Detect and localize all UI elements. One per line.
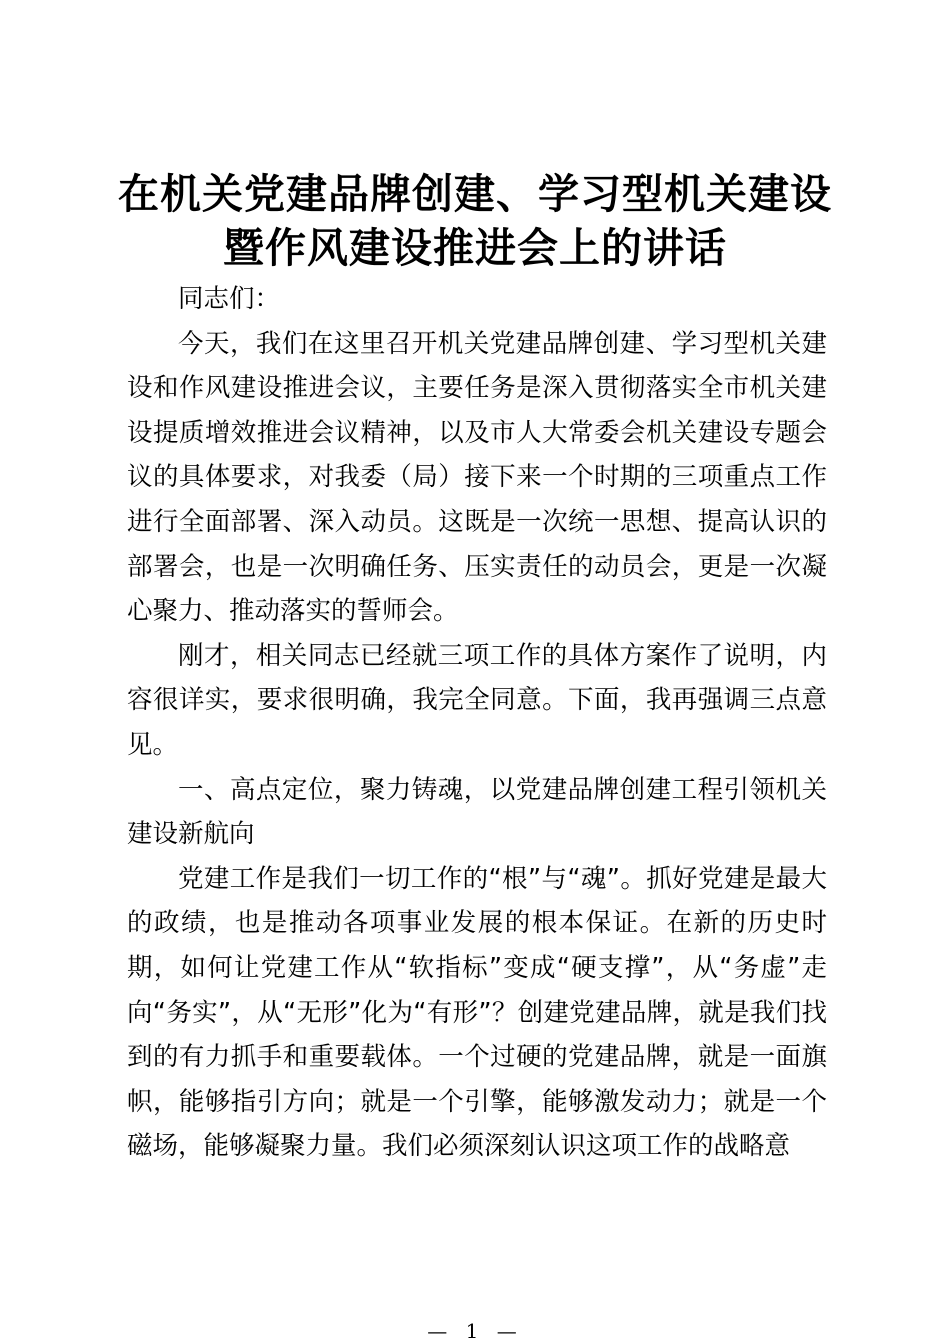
paragraph-party-building: 党建工作是我们一切工作的“根”与“魂”。抓好党建是最大的政绩，也是推动各项事业发展的根本保证。在新的历史时期，如何让党建工作从“软指标”变成“硬支撑”，从“务虚”走向“务实”，从“无形”化为“有形”？创建党建品牌，就是我们找到的有力抓手和重要载体。一个过硬的党建品牌，就是一面旗帜，能够指引方向；就是一个引擎，能够激发动力；就是一个磁场，能够凝聚力量。我们必须深刻认识这项工作的战略意 [127, 863, 827, 1162]
salutation: 同志们： [178, 284, 281, 314]
page-number: — 1 — [427, 1319, 523, 1343]
paragraph-intro: 今天，我们在这里召开机关党建品牌创建、学习型机关建设和作风建设推进会议，主要任务是深入贯彻落实全市机关建设提质增效推进会议精神，以及市人大常委会机关建设专题会议的具体要求，对我委（局）接下来一个时期的三项重点工作进行全面部署、深入动员。这既是一次统一思想、提高认识的部署会，也是一次明确任务、压实责任的动员会，更是一次凝心聚力、推动落实的誓师会。 [127, 328, 827, 627]
document-body [127, 277, 827, 1169]
document-title-line-2: 暨作风建设推进会上的讲话 [223, 224, 727, 272]
paragraph-opinions: 刚才，相关同志已经就三项工作的具体方案作了说明，内容很详实，要求很明确，我完全同意。下面，我再强调三点意见。 [127, 640, 827, 760]
document-title-line-1: 在机关党建品牌创建、学习型机关建设 [118, 170, 832, 218]
section-heading-1: 一、高点定位，聚力铸魂，以党建品牌创建工程引领机关建设新航向 [127, 774, 827, 850]
